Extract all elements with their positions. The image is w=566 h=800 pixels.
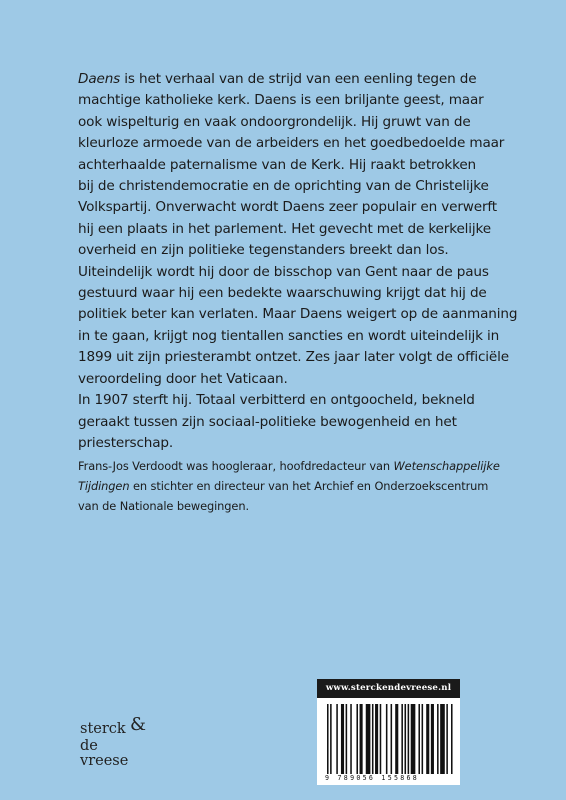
publisher-logo-line1: sterck: [80, 721, 126, 737]
blurb-line: Daens is het verhaal van de strijd van een eenling tegen de: [78, 71, 477, 87]
blurb-line: kleurloze armoede van de arbeiders en het goedbedoelde maar: [78, 135, 505, 152]
journal-title: Wetenschappelijke: [393, 459, 500, 473]
barcode-bar: [440, 704, 445, 774]
blurb-line: ook wispelturig en vaak ondoorgrondelijk. Hij gruwt van de: [78, 113, 471, 130]
barcode-bar: [391, 704, 393, 774]
author-bio: [78, 456, 508, 517]
isbn-digits: 9 789056 155868: [325, 774, 420, 782]
bio-line: Tijdingen en stichter en directeur van het Archief en Onderzoekscentrum: [78, 479, 489, 494]
title-italic: Daens: [78, 71, 121, 87]
blurb-line: in te gaan, krijgt nog tientallen sancties en wordt uiteindelijk in: [78, 327, 500, 344]
barcode-bar: [431, 704, 434, 774]
barcode-bar: [356, 704, 358, 774]
barcode-bar: [330, 704, 332, 774]
blurb-line: gestuurd waar hij een bedekte waarschuwing krijgt dat hij de: [78, 285, 487, 302]
barcode-bar: [446, 704, 448, 774]
blurb-line: 1899 uit zijn priesterambt ontzet. Zes jaar later volgt de officiële: [78, 349, 509, 366]
bio-line: van de Nationale bewegingen.: [78, 499, 249, 514]
barcode-bar: [422, 704, 424, 774]
blurb-line: geraakt tussen zijn sociaal-politieke bewogenheid en het: [78, 413, 457, 430]
barcode-bar: [401, 704, 403, 774]
barcode-image: [317, 698, 460, 776]
barcode-bar: [341, 704, 344, 774]
blurb-line: hij een plaats in het parlement. Het gevecht met de kerkelijke: [78, 220, 491, 237]
barcode-bar: [336, 704, 338, 774]
bio-line: Frans-Jos Verdoodt was hoogleraar, hoofdredacteur van Wetenschappelijke: [78, 459, 500, 473]
blurb-line: machtige katholieke kerk. Daens is een briljante geest, maar: [78, 92, 484, 109]
barcode-bar: [405, 704, 407, 774]
blurb-line: politiek beter kan verlaten. Maar Daens weigert op de aanmaning: [78, 306, 518, 323]
barcode-bar: [386, 704, 388, 774]
barcode-bar: [327, 704, 329, 774]
blurb-line: priesterschap.: [78, 434, 174, 451]
barcode-bar: [375, 704, 378, 774]
barcode-bar: [451, 704, 453, 774]
publisher-logo-line2: de vreese: [80, 738, 129, 769]
barcode-bar: [395, 704, 398, 774]
isbn-barcode-panel: [317, 679, 460, 785]
barcode-bar: [437, 704, 439, 774]
barcode-bar: [411, 704, 416, 774]
barcode-bar: [372, 704, 374, 774]
publisher-url: www.sterckendevreese.nl: [317, 679, 460, 698]
blurb-line: Volkspartij. Onverwacht wordt Daens zeer populair en verwerft: [78, 199, 497, 216]
barcode-bar: [380, 704, 382, 774]
barcode-bar: [426, 704, 429, 774]
barcode-bar: [418, 704, 420, 774]
barcode-bar: [346, 704, 348, 774]
back-cover-blurb: [78, 69, 518, 454]
publisher-logo: [80, 714, 150, 769]
barcode-bar: [408, 704, 410, 774]
blurb-line: bij de christendemocratie en de oprichting van de Christelijke: [78, 178, 489, 195]
blurb-line: overheid en zijn politieke tegenstanders breekt dan los.: [78, 242, 449, 259]
barcode-bar: [360, 704, 363, 774]
blurb-line: In 1907 sterft hij. Totaal verbitterd en ontgoocheld, bekneld: [78, 392, 475, 409]
journal-title: Tijdingen: [78, 479, 130, 494]
barcode-bar: [350, 704, 352, 774]
blurb-line: Uiteindelijk wordt hij door de bisschop van Gent naar de paus: [78, 263, 489, 280]
blurb-line: achterhaalde paternalisme van de Kerk. Hij raakt betrokken: [78, 156, 477, 173]
publisher-logo-ampersand: &: [130, 714, 147, 735]
blurb-line: veroordeling door het Vaticaan.: [78, 370, 288, 387]
barcode-bar: [366, 704, 371, 774]
